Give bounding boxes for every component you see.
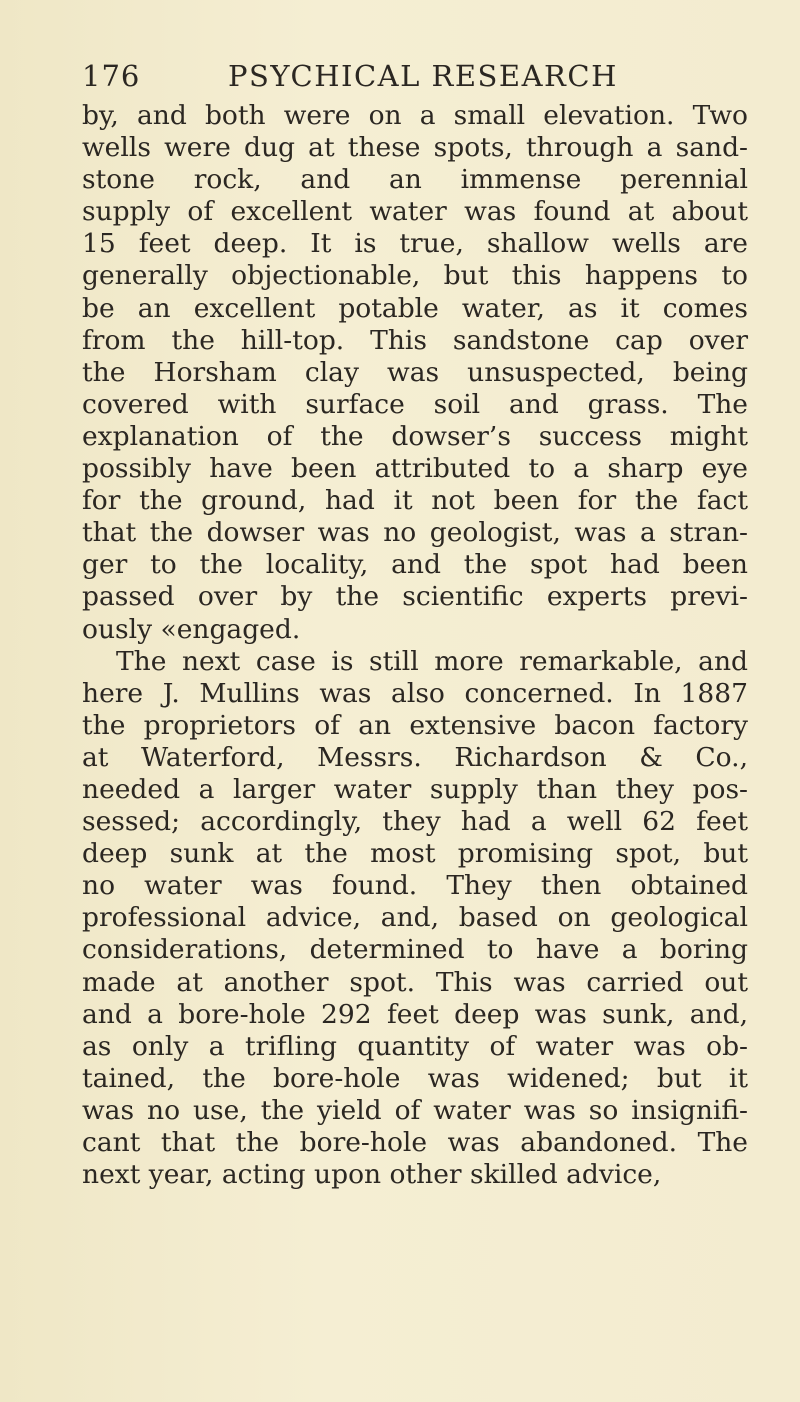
running-head: PSYCHICAL RESEARCH [228, 59, 618, 93]
text-line: possibly have been attributed to a sharp eye [82, 453, 748, 485]
text-line: the proprietors of an extensive bacon factory [82, 709, 748, 741]
text-line: was no use, the yield of water was so insignifi- [82, 1094, 748, 1126]
text-line: deep sunk at the most promising spot, but [82, 838, 748, 870]
text-line: generally objectionable, but this happens to [82, 260, 748, 292]
page-header [82, 56, 742, 96]
text-line: covered with surface soil and grass. The [82, 388, 748, 420]
text-line: considerations, determined to have a boring [82, 934, 748, 966]
page-number: 176 [82, 59, 141, 93]
text-line: explanation of the dowser’s success might [82, 420, 748, 452]
text-line: from the hill-top. This sandstone cap over [82, 324, 748, 356]
text-line: by, and both were on a small elevation. Two [82, 100, 748, 131]
text-line: that the dowser was no geologist, was a stran- [82, 517, 748, 549]
text-line: professional advice, and, based on geological [82, 902, 748, 934]
text-line: supply of excellent water was found at about [82, 196, 748, 228]
text-line: for the ground, had it not been for the fact [82, 485, 748, 517]
text-line: passed over by the scientific experts previ- [82, 581, 748, 613]
text-line: as only a trifling quantity of water was ob- [82, 1030, 748, 1062]
text-line: the Horsham clay was unsuspected, being [82, 356, 748, 388]
text-line: next year, acting upon other skilled advice, [82, 1159, 662, 1191]
text-line: tained, the bore-hole was widened; but it [82, 1062, 748, 1094]
text-line: stone rock, and an immense perennial [82, 164, 748, 196]
text-line: needed a larger water supply than they pos- [82, 773, 748, 805]
text-line: 15 feet deep. It is true, shallow wells are [82, 228, 748, 260]
text-line: sessed; accordingly, they had a well 62 feet [82, 806, 748, 838]
text-line: cant that the bore-hole was abandoned. The [82, 1127, 748, 1158]
text-line: wells were dug at these spots, through a sand- [82, 132, 748, 164]
paragraph-start-line: The next case is still more remarkable, and [116, 645, 748, 677]
paragraph-end-line: ously «engaged. [82, 613, 301, 645]
text-line: at Waterford, Messrs. Richardson & Co., [82, 741, 748, 773]
text-line: and a bore-hole 292 feet deep was sunk, and, [82, 998, 748, 1030]
body-text [82, 100, 748, 1191]
text-line: no water was found. They then obtained [82, 870, 748, 902]
text-line: be an excellent potable water, as it comes [82, 292, 748, 324]
text-line: ger to the locality, and the spot had been [82, 549, 748, 581]
text-line: here J. Mullins was also concerned. In 1887 [82, 677, 748, 709]
text-line: made at another spot. This was carried out [82, 966, 748, 998]
